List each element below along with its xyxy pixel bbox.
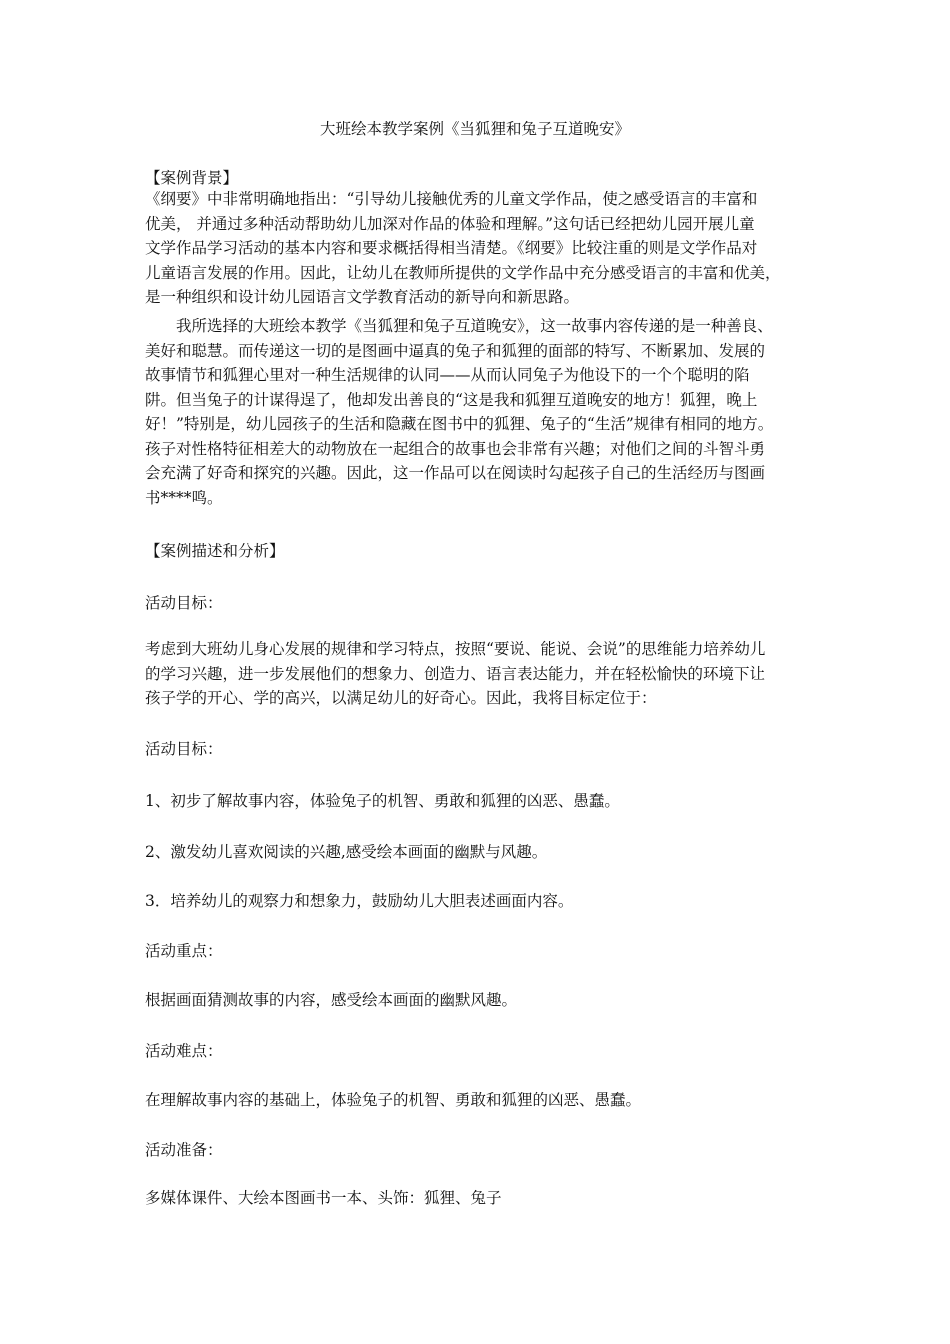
preparation-text: 多媒体课件、大绘本图画书一本、头饰：狐狸、兔子	[145, 1189, 502, 1207]
preparation-label: 活动准备：	[145, 1141, 223, 1159]
text-line: 文学作品学习活动的基本内容和要求概括得相当清楚。《纲要》比较注重的则是文学作品对	[145, 239, 758, 257]
text-line: 儿童语言发展的作用。因此，让幼儿在教师所提供的文学作品中充分感受语言的丰富和优美，	[145, 263, 781, 282]
text-line: 我所选择的大班绘本教学《当狐狸和兔子互道晚安》，这一故事内容传递的是一种善良、	[145, 317, 773, 335]
text-line: 《纲要》中非常明确地指出：“引导幼儿接触优秀的儿童文学作品，使之感受语言的丰富和	[145, 190, 758, 208]
background-paragraph-1	[145, 187, 807, 310]
goal-item-1: 1、初步了解故事内容，体验兔子的机智、勇敢和狐狸的凶恶、愚蠢。	[145, 792, 620, 810]
text-line: 书****鸣。	[145, 488, 223, 507]
text-line: 孩子对性格特征相差大的动物放在一起组合的故事也会非常有兴趣；对他们之间的斗智斗勇	[145, 439, 766, 458]
text-line: 阱。但当兔子的计谋得逞了，他却发出善良的“这是我和狐狸互道晚安的地方！狐狸，晚上	[145, 390, 758, 409]
text-line: 美好和聪慧。而传递这一切的是图画中逼真的兔子和狐狸的面部的特写、不断累加、发展的	[145, 341, 766, 360]
key-point-label: 活动重点：	[145, 942, 223, 960]
key-point-text: 根据画面猜测故事的内容，感受绘本画面的幽默风趣。	[145, 991, 518, 1009]
goal-label-1: 活动目标：	[145, 594, 223, 612]
text-line: 是一种组织和设计幼儿园语言文学教育活动的新导向和新思路。	[145, 288, 580, 306]
text-line: 优美， 并通过多种活动帮助幼儿加深对作品的体验和理解。”这句话已经把幼儿园开展儿童	[145, 214, 755, 233]
goal-intro-paragraph	[145, 637, 807, 711]
goal-item-2: 2、激发幼儿喜欢阅读的兴趣,感受绘本画面的幽默与风趣。	[145, 843, 548, 861]
difficulty-text: 在理解故事内容的基础上，体验兔子的机智、勇敢和狐狸的凶恶、愚蠢。	[145, 1091, 642, 1109]
difficulty-label: 活动难点：	[145, 1042, 223, 1060]
goal-label-2: 活动目标：	[145, 740, 223, 758]
text-line: 孩子学的开心、学的高兴，以满足幼儿的好奇心。因此，我将目标定位于：	[145, 689, 657, 707]
section-heading-analysis: 【案例描述和分析】	[145, 542, 285, 560]
goal-item-3: 3．培养幼儿的观察力和想象力，鼓励幼儿大胆表述画面内容。	[145, 892, 574, 910]
text-line: 的学习兴趣，进一步发展他们的想象力、创造力、语言表达能力，并在轻松愉快的环境下让	[145, 664, 766, 683]
background-paragraph-2	[145, 314, 807, 510]
text-line: 故事情节和狐狸心里对一种生活规律的认同——从而认同兔子为他设下的一个个聪明的陷	[145, 366, 750, 384]
section-heading-background: 【案例背景】	[145, 169, 239, 187]
text-line: 好！”特别是，幼儿园孩子的生活和隐藏在图书中的狐狸、兔子的“生活”规律有相同的地方。	[145, 415, 774, 433]
text-line: 会充满了好奇和探究的兴趣。因此，这一作品可以在阅读时勾起孩子自己的生活经历与图画	[145, 464, 766, 482]
document-title: 大班绘本教学案例《当狐狸和兔子互道晚安》	[319, 120, 630, 138]
text-line: 考虑到大班幼儿身心发展的规律和学习特点，按照“要说、能说、会说”的思维能力培养幼儿	[145, 640, 766, 658]
